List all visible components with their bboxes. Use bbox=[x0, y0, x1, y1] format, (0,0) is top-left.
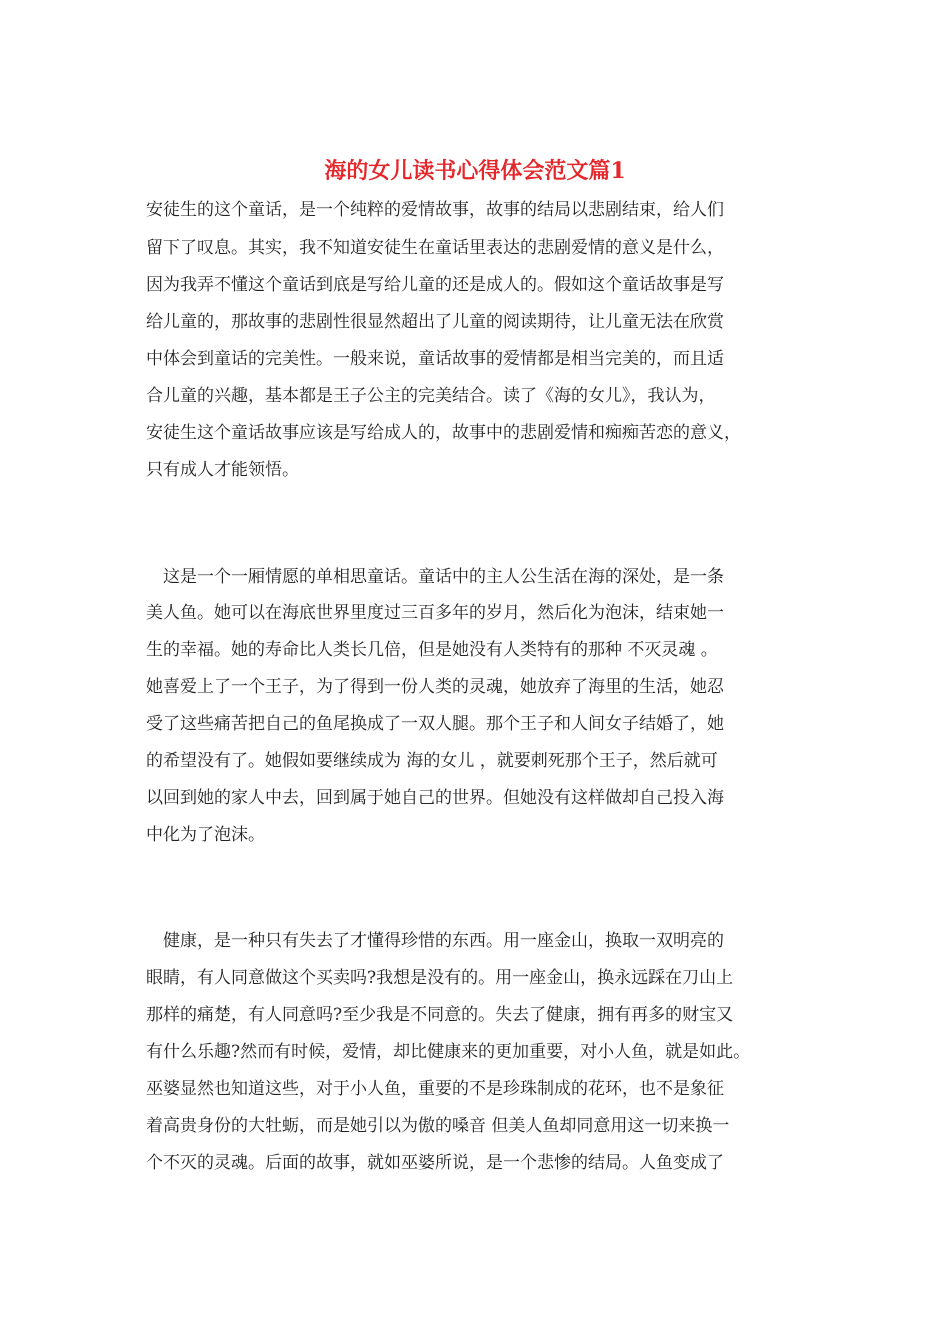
paragraph-line: 的希望没有了。她假如要继续成为 海的女儿 ，就要刺死那个王子，然后就可 bbox=[146, 751, 718, 771]
paragraph-line: 因为我弄不懂这个童话到底是写给儿童的还是成人的。假如这个童话故事是写 bbox=[146, 275, 724, 295]
paragraph-line: 那样的痛楚，有人同意吗?至少我是不同意的。失去了健康，拥有再多的财宝又 bbox=[146, 1005, 734, 1025]
paragraph-line: 健康，是一种只有失去了才懂得珍惜的东西。用一座金山，换取一双明亮的 bbox=[146, 931, 724, 951]
paragraph-line: 有什么乐趣?然而有时候，爱情，却比健康来的更加重要，对小人鱼，就是如此。 bbox=[146, 1042, 751, 1062]
paragraph-line: 她喜爱上了一个王子，为了得到一份人类的灵魂，她放弃了海里的生活，她忍 bbox=[146, 677, 724, 697]
document-title: 海的女儿读书心得体会范文篇1 bbox=[324, 158, 626, 184]
paragraph-line: 个不灭的灵魂。后面的故事，就如巫婆所说，是一个悲惨的结局。人鱼变成了 bbox=[146, 1153, 724, 1173]
paragraph-line: 眼睛，有人同意做这个买卖吗?我想是没有的。用一座金山，换永远踩在刀山上 bbox=[146, 968, 734, 988]
paragraph-line: 巫婆显然也知道这些，对于小人鱼，重要的不是珍珠制成的花环，也不是象征 bbox=[146, 1079, 724, 1099]
paragraph-line: 中化为了泡沫。 bbox=[146, 825, 265, 845]
paragraph-line: 安徒生的这个童话，是一个纯粹的爱情故事，故事的结局以悲剧结束，给人们 bbox=[146, 200, 724, 220]
paragraph-line: 受了这些痛苦把自己的鱼尾换成了一双人腿。那个王子和人间女子结婚了，她 bbox=[146, 714, 724, 734]
paragraph-line: 安徒生这个童话故事应该是写给成人的，故事中的悲剧爱情和痴痴苦恋的意义， bbox=[146, 423, 741, 443]
paragraph-line: 着高贵身份的大牡蛎，而是她引以为傲的嗓音 但美人鱼却同意用这一切来换一 bbox=[146, 1116, 730, 1136]
paragraph-line: 只有成人才能领悟。 bbox=[146, 460, 299, 480]
paragraph-line: 生的幸福。她的寿命比人类长几倍，但是她没有人类特有的那种 不灭灵魂 。 bbox=[146, 640, 718, 660]
paragraph-line: 美人鱼。她可以在海底世界里度过三百多年的岁月，然后化为泡沫，结束她一 bbox=[146, 603, 724, 623]
paragraph-line: 给儿童的，那故事的悲剧性很显然超出了儿童的阅读期待，让儿童无法在欣赏 bbox=[146, 312, 724, 332]
paragraph-line: 合儿童的兴趣，基本都是王子公主的完美结合。读了《海的女儿》，我认为， bbox=[146, 386, 716, 406]
paragraph-line: 以回到她的家人中去，回到属于她自己的世界。但她没有这样做却自己投入海 bbox=[146, 788, 724, 808]
paragraph-line: 留下了叹息。其实，我不知道安徒生在童话里表达的悲剧爱情的意义是什么， bbox=[146, 238, 724, 258]
paragraph-line: 中体会到童话的完美性。一般来说，童话故事的爱情都是相当完美的，而且适 bbox=[146, 349, 724, 369]
paragraph-line: 这是一个一厢情愿的单相思童话。童话中的主人公生活在海的深处，是一条 bbox=[146, 567, 724, 587]
